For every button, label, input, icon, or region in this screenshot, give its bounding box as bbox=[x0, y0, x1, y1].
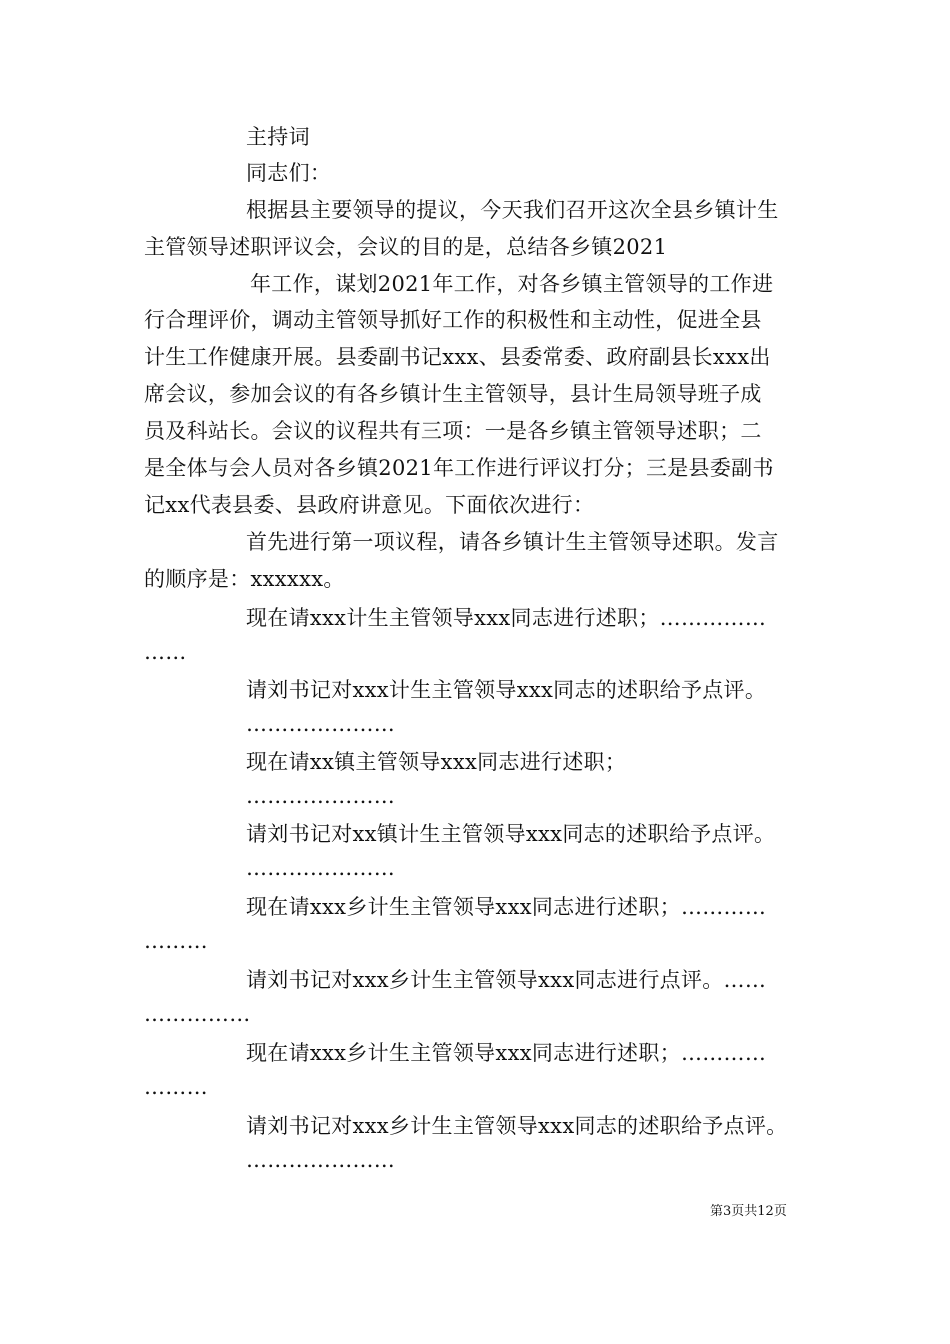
document-heading: 主持词 bbox=[246, 125, 310, 149]
agenda-item: 请刘书记对xx镇计生主管领导xxx同志的述职给予点评。 bbox=[246, 822, 776, 846]
paragraph-line: 计生工作健康开展。县委副书记xxx、县委常委、政府副县长xxx出 bbox=[144, 345, 771, 369]
agenda-item-continuation: ……… bbox=[144, 929, 208, 953]
agenda-item-continuation: ………………… bbox=[246, 1148, 396, 1172]
paragraph-line: 席会议，参加会议的有各乡镇计生主管领导，县计生局领导班子成 bbox=[144, 382, 762, 406]
paragraph-line: 是全体与会人员对各乡镇2021年工作进行评议打分；三是县委副书 bbox=[144, 456, 774, 480]
agenda-item-continuation: ……… bbox=[144, 1075, 208, 1099]
paragraph-line: 主管领导述职评议会，会议的目的是，总结各乡镇2021 bbox=[144, 235, 668, 259]
agenda-item-continuation: …… bbox=[144, 640, 187, 664]
paragraph-line: 行合理评价，调动主管领导抓好工作的积极性和主动性，促进全县 bbox=[144, 308, 762, 332]
paragraph-line: 记xx代表县委、县政府讲意见。下面依次进行： bbox=[144, 493, 595, 517]
agenda-item: 请刘书记对xxx乡计生主管领导xxx同志进行点评。…… bbox=[246, 968, 767, 992]
agenda-item: 现在请xxx乡计生主管领导xxx同志进行述职；………… bbox=[246, 895, 767, 919]
agenda-item: 现在请xx镇主管领导xxx同志进行述职； bbox=[246, 750, 627, 774]
paragraph-line: 根据县主要领导的提议，今天我们召开这次全县乡镇计生 bbox=[246, 198, 779, 222]
paragraph-line: 的顺序是：xxxxxx。 bbox=[144, 567, 345, 591]
salutation: 同志们： bbox=[246, 161, 332, 185]
agenda-item-continuation: …………… bbox=[144, 1002, 251, 1026]
agenda-item-continuation: ………………… bbox=[246, 856, 396, 880]
paragraph-line: 首先进行第一项议程，请各乡镇计生主管领导述职。发言 bbox=[246, 530, 779, 554]
agenda-item-continuation: ………………… bbox=[246, 712, 396, 736]
agenda-item-continuation: ………………… bbox=[246, 784, 396, 808]
agenda-item: 请刘书记对xxx计生主管领导xxx同志的述职给予点评。 bbox=[246, 678, 767, 702]
agenda-item: 现在请xxx计生主管领导xxx同志进行述职；…………… bbox=[246, 606, 767, 630]
paragraph-line: 年工作，谋划2021年工作，对各乡镇主管领导的工作进 bbox=[250, 272, 774, 296]
paragraph-line: 员及科站长。会议的议程共有三项：一是各乡镇主管领导述职；二 bbox=[144, 419, 762, 443]
agenda-item: 请刘书记对xxx乡计生主管领导xxx同志的述职给予点评。 bbox=[246, 1114, 788, 1138]
page-number: 第3页共12页 bbox=[710, 1204, 787, 1219]
agenda-item: 现在请xxx乡计生主管领导xxx同志进行述职；………… bbox=[246, 1041, 767, 1065]
